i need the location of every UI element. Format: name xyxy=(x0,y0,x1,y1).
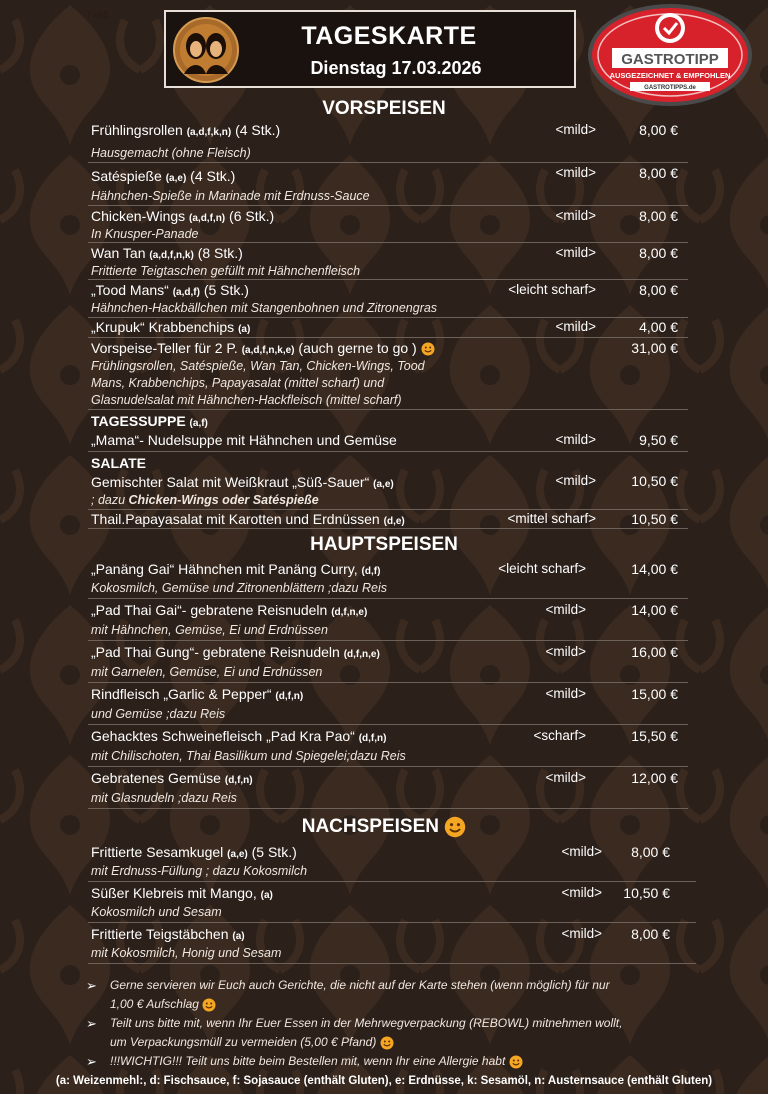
item-price: 12,00 € xyxy=(631,770,678,786)
arrow-bullet-icon: ➢ xyxy=(86,1016,97,1031)
item-price: 10,50 € xyxy=(631,473,678,489)
menu-item xyxy=(88,206,688,243)
item-price: 8,00 € xyxy=(639,122,678,138)
allergen-legend: (a: Weizenmehl:, d: Fischsauce, f: Sojasauce (enthält Gluten), e: Erdnüsse, k: Sesamöl, n: Austernsauce (enthält Gluten) xyxy=(55,1075,713,1087)
item-spice: <mild> xyxy=(555,473,596,488)
item-price: 14,00 € xyxy=(631,561,678,577)
item-price: 31,00 € xyxy=(631,340,678,356)
menu-item xyxy=(88,599,688,641)
item-price: 15,50 € xyxy=(631,728,678,744)
item-description: Mans, Krabbenchips, Papayasalat (mittel scharf) und xyxy=(91,376,385,390)
menu-item xyxy=(88,280,688,318)
menu-item xyxy=(88,725,688,767)
item-name: Vorspeise-Teller für 2 P. xyxy=(91,340,238,356)
menu-item xyxy=(88,510,688,529)
item-spice: <mild> xyxy=(555,432,596,447)
item-extra: (auch gerne to go ) xyxy=(298,340,417,356)
item-price: 10,50 € xyxy=(623,885,670,901)
item-description: Frittierte Teigtaschen gefüllt mit Hähnchenfleisch xyxy=(91,264,361,278)
menu-item xyxy=(88,641,688,683)
menu-item xyxy=(88,683,688,725)
item-spice: <mild> xyxy=(561,926,602,941)
item-description: mit Erdnuss-Füllung ; dazu Kokosmilch xyxy=(91,864,308,878)
section-hauptspeisen-heading: HAUPTSPEISEN xyxy=(310,534,458,555)
item-extra: (4 Stk.) xyxy=(190,168,236,184)
section-nachspeisen-heading xyxy=(0,816,768,838)
item-spice: <mild> xyxy=(561,844,602,859)
item-name: Frittierte Teigstäbchen xyxy=(91,926,229,942)
title-box xyxy=(164,10,576,88)
item-extra: (4 Stk.) xyxy=(235,122,281,138)
item-extra: (8 Stk.) xyxy=(197,245,243,261)
item-spice: <mild> xyxy=(545,602,586,617)
item-description: und Gemüse ;dazu Reis xyxy=(91,707,226,721)
note-item xyxy=(86,976,686,1014)
salate-block xyxy=(88,452,688,510)
page-date: Dienstag 17.03.2026 xyxy=(310,58,482,78)
item-extra: (5 Stk.) xyxy=(251,844,297,860)
smiley-icon xyxy=(444,816,466,838)
item-name: „Pad Thai Gai“- gebratene Reisnudeln xyxy=(91,602,328,618)
smiley-icon xyxy=(380,1036,394,1050)
item-name: „Panäng Gai“ Hähnchen mit Panäng Curry, xyxy=(91,561,358,577)
item-name: Gemischter Salat mit Weißkraut „Süß-Sauer“ xyxy=(91,474,370,490)
item-description: In Knusper-Panade xyxy=(91,227,199,241)
item-description-bold: Chicken-Wings oder Satéspieße xyxy=(128,493,319,507)
item-name: „Tood Mans“ xyxy=(91,282,169,298)
corner-mark: 7+#8 xyxy=(86,10,109,21)
item-price: 8,00 € xyxy=(639,282,678,298)
item-spice: <mild> xyxy=(545,644,586,659)
note-line: um Verpackungsmüll zu vermeiden (5,00 € Pfand) xyxy=(110,1035,377,1049)
item-description: mit Glasnudeln ;dazu Reis xyxy=(91,791,237,805)
item-description: mit Kokosmilch, Honig und Sesam xyxy=(91,946,282,960)
badge-name: GASTROTIPP xyxy=(621,51,719,68)
item-price: 15,00 € xyxy=(631,686,678,702)
item-price: 14,00 € xyxy=(631,602,678,618)
item-price: 4,00 € xyxy=(639,319,678,335)
item-codes: (d,f,n,e) xyxy=(343,649,380,660)
item-description: mit Hähnchen, Gemüse, Ei und Erdnüssen xyxy=(91,623,328,637)
item-codes: (d,f) xyxy=(361,566,381,577)
smiley-icon xyxy=(202,998,216,1012)
item-description: Hausgemacht (ohne Fleisch) xyxy=(91,146,251,160)
item-codes: (a,d,f) xyxy=(172,287,200,298)
arrow-bullet-icon: ➢ xyxy=(86,1054,97,1069)
item-spice: <mittel scharf> xyxy=(507,511,596,526)
item-codes: (a) xyxy=(238,324,251,335)
item-price: 16,00 € xyxy=(631,644,678,660)
menu-item xyxy=(88,557,688,599)
item-spice: <mild> xyxy=(555,208,596,223)
menu-item xyxy=(88,318,688,338)
item-codes: (d,f,n) xyxy=(275,691,304,702)
item-name: Satéspieße xyxy=(91,168,162,184)
item-codes: (d,f,n,e) xyxy=(331,607,368,618)
item-codes: (a,e) xyxy=(227,849,248,860)
item-name: „Mama“- Nudelsuppe mit Hähnchen und Gemüse xyxy=(91,432,397,448)
item-codes: (d,f,n) xyxy=(358,733,387,744)
item-codes: (a,d,f,n,k) xyxy=(149,250,194,261)
arrow-bullet-icon: ➢ xyxy=(86,978,97,993)
item-description: mit Chilischoten, Thai Basilikum und Spiegelei;dazu Reis xyxy=(91,749,406,763)
item-name: „Krupuk“ Krabbenchips xyxy=(91,319,235,335)
item-description: Frühlingsrollen, Satéspieße, Wan Tan, Chicken-Wings, Tood xyxy=(91,359,425,373)
item-name: Gehacktes Schweinefleisch „Pad Kra Pao“ xyxy=(91,728,355,744)
item-extra: (5 Stk.) xyxy=(203,282,249,298)
item-name: Wan Tan xyxy=(91,245,146,261)
item-price: 8,00 € xyxy=(639,208,678,224)
section-vorspeisen-heading: VORSPEISEN xyxy=(322,98,446,119)
tagessuppe-heading: TAGESSUPPE xyxy=(91,413,186,429)
item-description: Glasnudelsalat mit Hähnchen-Hackfleisch (mittel scharf) xyxy=(91,393,402,407)
item-spice: <mild> xyxy=(561,885,602,900)
item-description: mit Garnelen, Gemüse, Ei und Erdnüssen xyxy=(91,665,323,679)
item-codes: (a) xyxy=(260,890,273,901)
item-description: Kokosmilch und Sesam xyxy=(91,905,222,919)
item-spice: <mild> xyxy=(545,686,586,701)
smiley-icon xyxy=(421,342,435,356)
item-price: 10,50 € xyxy=(631,511,678,527)
salate-heading: SALATE xyxy=(91,455,146,471)
badge-site: GASTROTIPPS.de xyxy=(644,85,696,91)
note-line: Gerne servieren wir Euch auch Gerichte, die nicht auf der Karte stehen (wenn möglich) für nur xyxy=(110,978,610,992)
menu-item xyxy=(88,840,696,882)
note-line: !!!WICHTIG!!! Teilt uns bitte beim Bestellen mit, wenn Ihr eine Allergie habt xyxy=(110,1054,506,1068)
item-price: 8,00 € xyxy=(631,926,670,942)
item-spice: <mild> xyxy=(555,165,596,180)
item-extra: (6 Stk.) xyxy=(229,208,275,224)
item-codes: (a,f) xyxy=(189,418,208,429)
logo-avatar xyxy=(172,16,240,84)
item-name: „Pad Thai Gung“- gebratene Reisnudeln xyxy=(91,644,340,660)
item-codes: (d,f,n) xyxy=(224,775,253,786)
menu-item xyxy=(88,338,688,410)
item-description: ; dazu xyxy=(91,493,129,507)
tagessuppe-block xyxy=(88,410,688,452)
item-codes: (d,e) xyxy=(383,516,405,527)
item-codes: (a,e) xyxy=(165,173,187,184)
note-line: Teilt uns bitte mit, wenn Ihr Euer Essen in der Mehrwegverpackung (REBOWL) mitnehmen wollt, xyxy=(110,1016,623,1030)
item-name: Chicken-Wings xyxy=(91,208,186,224)
item-price: 8,00 € xyxy=(639,165,678,181)
item-spice: <mild> xyxy=(555,245,596,260)
item-price: 8,00 € xyxy=(631,844,670,860)
badge-tagline: AUSGEZEICHNET & EMPFOHLEN xyxy=(609,71,731,80)
menu-item xyxy=(88,243,688,280)
item-codes: (a,d,f,n,k,e) xyxy=(241,345,295,356)
item-name: Frühlingsrollen xyxy=(91,122,183,138)
note-line: 1,00 € Aufschlag xyxy=(110,997,199,1011)
menu-item xyxy=(88,163,688,206)
item-codes: (a,e) xyxy=(373,479,394,490)
gastrotipp-badge xyxy=(586,2,754,108)
item-codes: (a,d,f,n) xyxy=(189,213,226,224)
item-name: Gebratenes Gemüse xyxy=(91,770,221,786)
item-price: 9,50 € xyxy=(639,432,678,448)
menu-item xyxy=(88,882,696,923)
section-nachspeisen-title: NACHSPEISEN xyxy=(301,816,439,838)
item-description: Kokosmilch, Gemüse und Zitronenblättern ;dazu Reis xyxy=(91,581,387,595)
item-spice: <scharf> xyxy=(533,728,586,743)
item-price: 8,00 € xyxy=(639,245,678,261)
item-spice: <leicht scharf> xyxy=(498,561,586,576)
notes-list xyxy=(86,976,686,1071)
item-description: Hähnchen-Hackbällchen mit Stangenbohnen und Zitronengras xyxy=(91,301,438,315)
item-spice: <mild> xyxy=(555,122,596,137)
item-name: Rindfleisch „Garlic & Pepper“ xyxy=(91,686,272,702)
item-codes: (a) xyxy=(232,931,245,942)
page-title: TAGESKARTE xyxy=(301,22,477,50)
item-description: Hähnchen-Spieße in Marinade mit Erdnuss-Sauce xyxy=(91,189,370,203)
item-codes: (a,d,f,k,n) xyxy=(186,127,232,138)
item-name: Thail.Papayasalat mit Karotten und Erdnüssen xyxy=(91,511,380,527)
note-item xyxy=(86,1052,686,1071)
item-spice: <leicht scharf> xyxy=(508,282,596,297)
item-spice: <mild> xyxy=(555,319,596,334)
smiley-icon xyxy=(509,1055,523,1069)
menu-item xyxy=(88,120,688,163)
item-name: Frittierte Sesamkugel xyxy=(91,844,224,860)
item-spice: <mild> xyxy=(545,770,586,785)
menu-item xyxy=(88,923,696,964)
note-item xyxy=(86,1014,686,1052)
item-name: Süßer Klebreis mit Mango, xyxy=(91,885,257,901)
menu-item xyxy=(88,767,688,809)
